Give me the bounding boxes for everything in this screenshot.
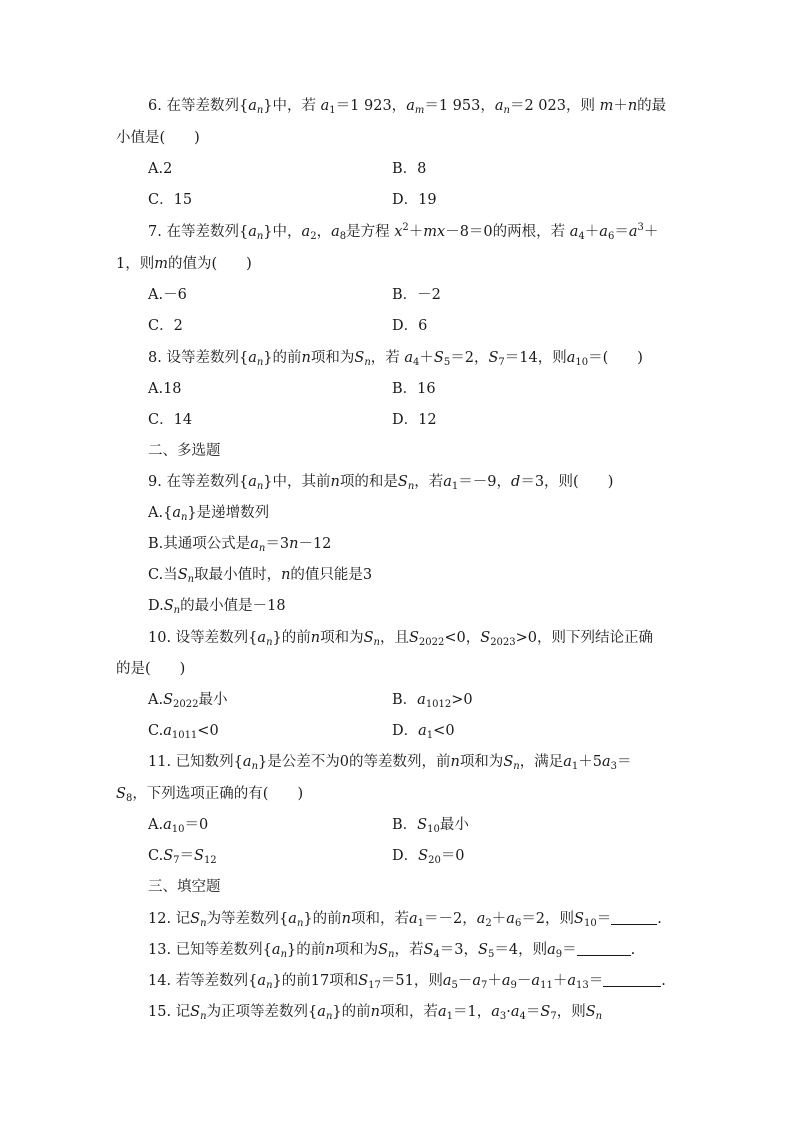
answer-blank-13[interactable] — [577, 941, 631, 956]
option-7a: A.－6 — [148, 287, 187, 303]
question-13-line: 13. 已知等差数列$\{a_n\}$的前n项和为$S_n$，若$S_4=3$，$S_5=4$，则$a_9=$ . — [148, 942, 636, 960]
option-7d: D．6 — [392, 318, 428, 334]
option-6d: D．19 — [392, 192, 437, 208]
option-10b: B．$a_{1012}>0$ — [392, 692, 473, 710]
question-7-line-1: 7. 在等差数列$\{a_n\}$中，$a_2$，$a_8$是方程 $x^2+mx-8=0$的两根，若 $a_4+a_6=a^3+$ — [148, 222, 659, 242]
option-9a: $A.\{a_n\}$是递增数列 — [148, 505, 270, 523]
option-6a: A.2 — [148, 161, 173, 177]
option-10c: $C.a_{1011}<0$ — [148, 723, 219, 741]
answer-blank-14[interactable] — [603, 972, 661, 987]
question-15-line: 15. 记$S_n$为正项等差数列$\{a_n\}$的前n项和，若$a_1=1$，$a_3\cdot a_4=S_7$，则$S_n$ — [148, 1004, 603, 1022]
section-heading-multi: 二、多选题 — [148, 443, 221, 459]
option-11d: D．$S_{20}=0$ — [392, 848, 465, 866]
question-6-line-1: 6. 在等差数列$\{a_n\}$中，若 $a_1=1$ 923，$a_m=1$ 953，$a_n=2$ 023，则 m＋n的最 — [148, 98, 667, 116]
option-6c: C．15 — [148, 192, 193, 208]
option-11c: $C.S_7=S_{12}$ — [148, 848, 217, 866]
option-8a: A.18 — [148, 381, 182, 397]
option-8b: B．16 — [392, 381, 436, 397]
option-11a: $A.a_{10}=0$ — [148, 817, 209, 835]
question-8-line: 8. 设等差数列$\{a_n\}$的前n项和为$S_n$，若 $a_4+S_5=2$，$S_7=14$，则$a_{10}=$( ) — [148, 350, 643, 368]
option-9b: B.其通项公式是$a_n=3n-12$ — [148, 536, 332, 554]
question-9-line: 9. 在等差数列$\{a_n\}$中，其前n项的和是$S_n$，若$a_1=-9$，d＝3，则( ) — [148, 474, 614, 492]
option-6b: B．8 — [392, 161, 427, 177]
question-11-line-1: 11. 已知数列$\{a_n\}$是公差不为0的等差数列，前n项和为$S_n$，满足$a_1+5a_3=$ — [148, 754, 632, 772]
option-10d: D．$a_1<0$ — [392, 723, 455, 741]
question-6-line-2: 小值是( ) — [116, 130, 200, 146]
answer-blank-12[interactable] — [611, 910, 657, 925]
section-heading-fill: 三、填空题 — [148, 879, 221, 895]
question-7-line-2: 1，则m的值为( ) — [116, 256, 252, 272]
question-10-line-1: 10. 设等差数列$\{a_n\}$的前n项和为$S_n$，且$S_{2022}<0$，$S_{2023}>0$，则下列结论正确 — [148, 630, 654, 648]
question-14-line: 14. 若等差数列$\{a_n\}$的前17项和$S_{17}=51$，则$a_5-a_7+a_9-a_{11}+a_{13}=$ . — [148, 973, 666, 991]
option-7b: B．－2 — [392, 287, 441, 303]
option-7c: C．2 — [148, 318, 183, 334]
option-9c: C.当$S_n$取最小值时，n的值只能是3 — [148, 567, 373, 585]
question-12-line: 12. 记$S_n$为等差数列$\{a_n\}$的前n项和，若$a_1=-2$，$a_2+a_6=2$，则$S_{10}=$ . — [148, 911, 662, 929]
option-8d: D．12 — [392, 412, 437, 428]
option-8c: C．14 — [148, 412, 193, 428]
question-11-line-2: $S_8$，下列选项正确的有( ) — [116, 786, 304, 804]
option-11b: B．$S_{10}$最小 — [392, 817, 469, 835]
option-10a: $A.S_{2022}$最小 — [148, 692, 228, 710]
option-9d: $D.S_n$的最小值是－18 — [148, 598, 286, 616]
question-10-line-2: 的是( ) — [116, 661, 186, 677]
